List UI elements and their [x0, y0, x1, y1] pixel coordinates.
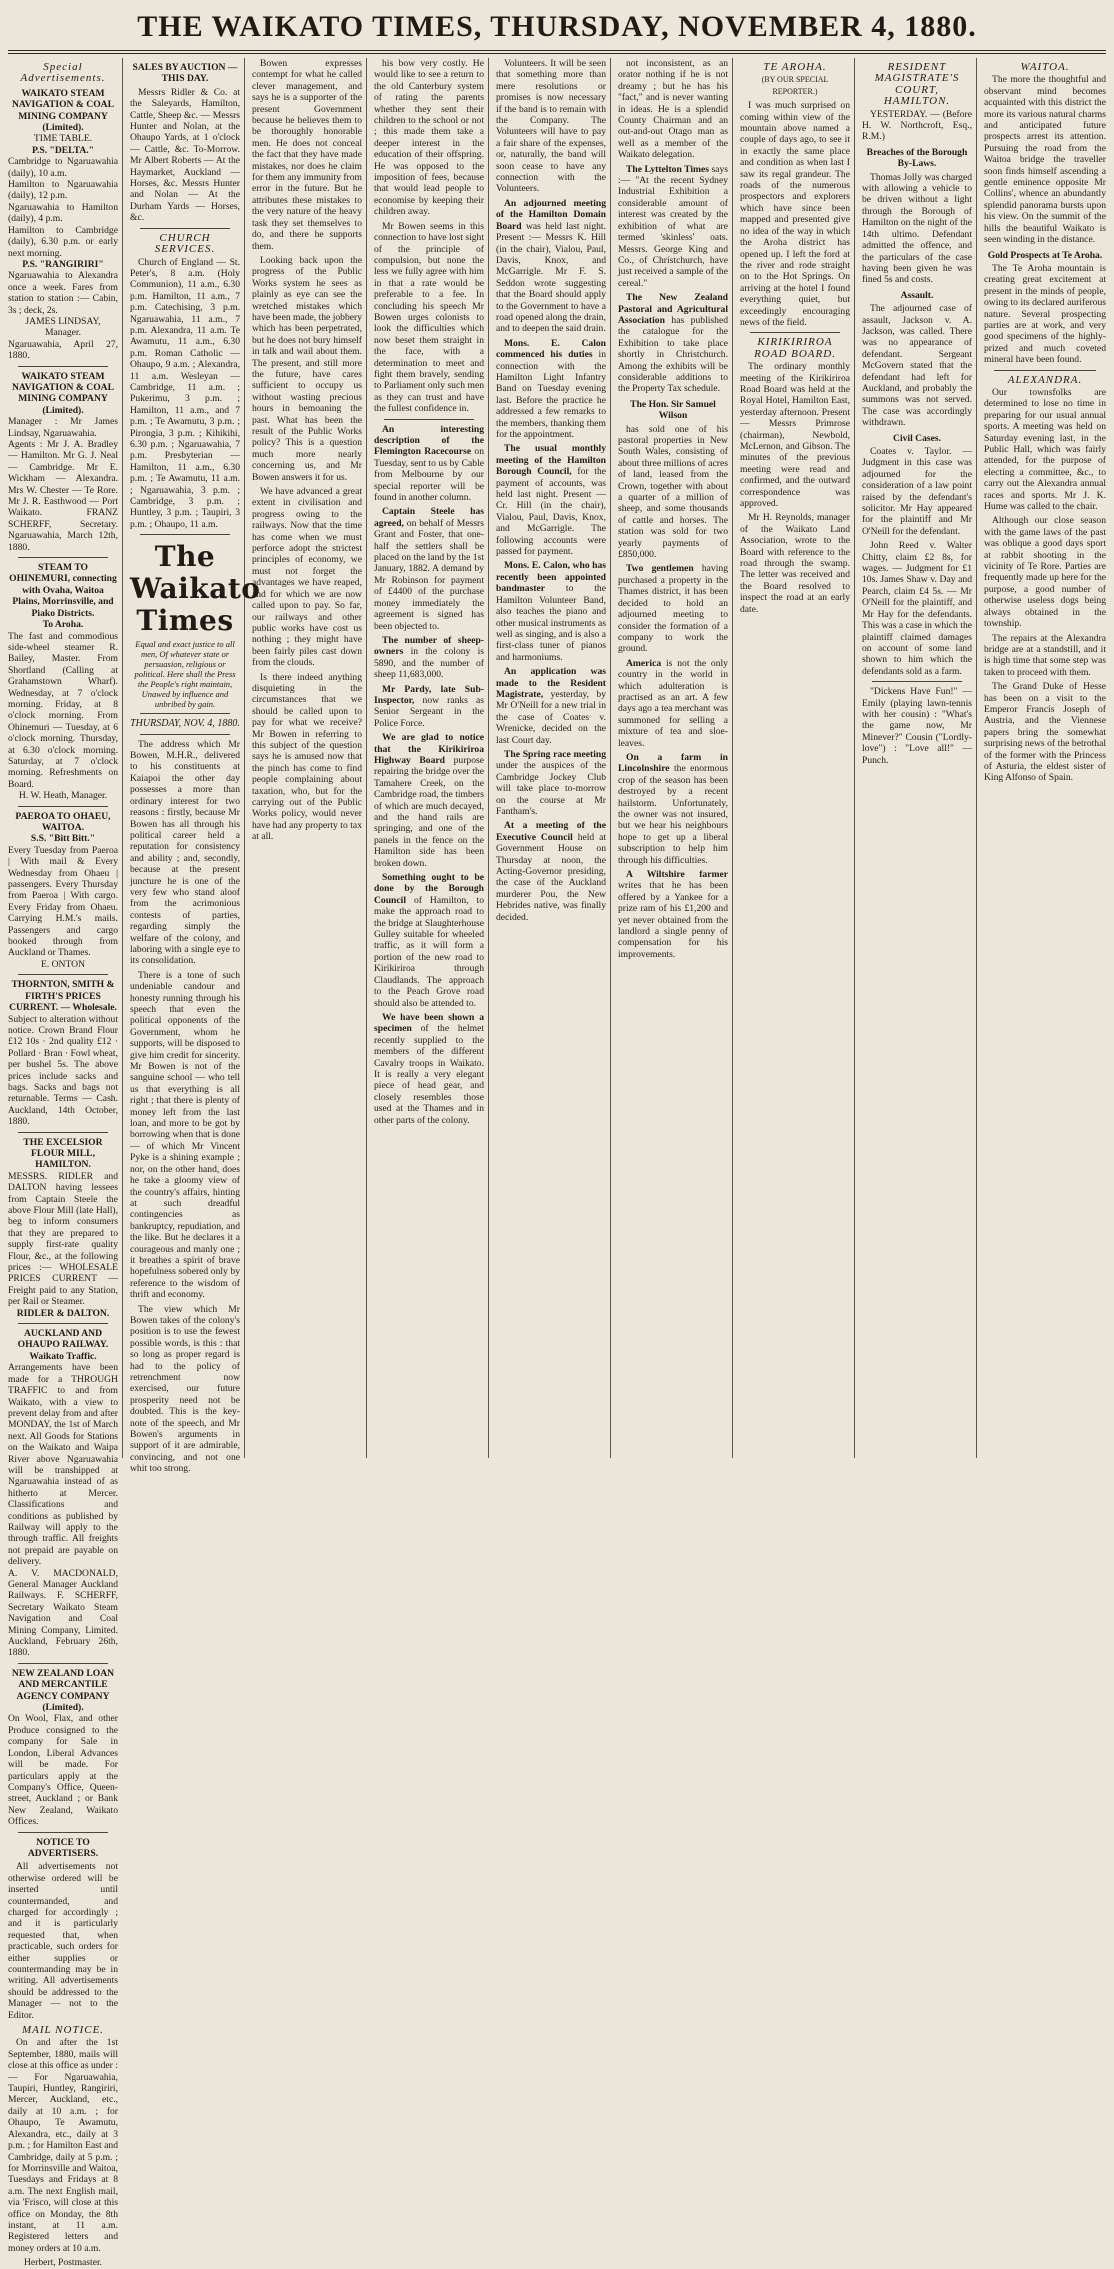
- column-2: [130, 58, 261, 1475]
- divider: [18, 1663, 108, 1664]
- ad-title: STEAM TO OHINEMURI, connecting with Ovaha, Waitoa Plains, Morrinsville, and Piako Districts.: [9, 562, 117, 619]
- mail-signature: Herbert, Postmaster.: [23, 2257, 103, 2269]
- notice-heading: NOTICE TO ADVERTISERS.: [27, 1836, 99, 1859]
- column-divider: [732, 58, 733, 1458]
- column-6: [618, 58, 728, 1458]
- section-heading: WAITOA.: [1020, 61, 1070, 73]
- item-body: to the Hamilton Volunteer Band, also teaches the piano and other musical instruments as well as singing, and is also a first-class tuner of pianos and harmoniums.: [496, 583, 606, 663]
- item-body: the enormous crop of the season has been destroyed by a recent hailstorm. Unfortunately, the owner was not insured, but we hear his neighbours hope to get up a liberal subscription to help him through his difficulties.: [618, 763, 728, 866]
- ad-body: Ngaruawahia to Alexandra once a week. Fares from station to station :— Cabin, 3s ; deck, 2s.: [8, 270, 118, 316]
- item-body: under the auspices of the Cambridge Jockey Club will take place to-morrow on the course at Mr Fantham's.: [496, 760, 606, 817]
- article-paragraph: The Te Aroha mountain is creating great excitement at present in the minds of people, owing to its declared auriferous nature. Several prospecting parties are at work, and very good specimens of the highly-prized and much coveted mineral have been found.: [984, 262, 1106, 366]
- mail-body: On and after the 1st September, 1880, mails will close at this office as under :— For Ngaruawahia, Taupiri, Huntley, Rangiriri, Mercer, Auckland, etc., daily at 10 a.m. ; for Ohaupo, Te Awamutu, Alexandra, etc., daily at 3 p.m. ; for Hamilton East and Cambridge, daily at 5 p.m. ; for Morrinsville and Waitoa, Tuesdays and Fridays at 8 a.m. The next English mail, via 'Frisco, will close at this office on Monday, the 8th instant, at 11 a.m. Registered letters and money orders at 10 a.m.: [8, 2037, 118, 2254]
- article-paragraph: There is a tone of such undeniable candour and honesty running through his speech that even the political opponents of the Government, whom he supports, will be disposed to give him credit for sincerity. Mr Bowen is not of the sanguine school — who tell us that everything is all right ; that there is plenty of money left from the last loan, and more to be got by borrowing when that is done — of which Mr Vincent Pyke is a shining example ; nor, on the other hand, does he take a gloomy view of the country's affairs, hinting at such dreadful contingencies as bankruptcy, repudiation, and the like. But he declares it a courageous and manly one ; it breathes a spirit of brave hopefulness sobered only by reference to the wisdom of thrift and economy.: [130, 969, 240, 1301]
- divider: [18, 1132, 108, 1133]
- article-paragraph: Church of England — St. Peter's, 8 a.m. (Holy Communion), 11 a.m., 6.30 p.m. Hamilton, 11 a.m., 7 p.m. Catechising, 3 p.m. Ngaruawahia, 11 a.m., 7 p.m. Alexandra, 11 a.m. Te Awamutu, 11 a.m., 6.30 p.m. Roman Catholic — Ohaupo, 9 a.m. ; Alexandra, 11 a.m. Wesleyan — Cambridge, 11 a.m. ; Pukerimu, 3 p.m. ; Hamilton, 11 a.m., and 7 p.m. ; Te Awamutu, 3 p.m. ; Pirongia, 3 p.m. ; Kihikihi, 6.30 p.m. ; Ngaruawahia, 7 p.m. Presbyterian — Hamilton, 11 a.m., 6.30 p.m. ; Te Awamutu, 11 a.m. ; Ngaruawahia, 3 p.m. ; Cambridge, 3 p.m. ; Huntley, 3 p.m. ; Taupiri, 3 p.m. ; Ohaupo, 11 a.m.: [130, 256, 240, 530]
- section-heading: TE AROHA.: [763, 61, 827, 73]
- item-body: in connection with the Hamilton Light Infantry Band on Tuesday evening last. Before the practice he addressed a few remarks to the members, thanking them for the appointment.: [496, 349, 606, 440]
- timetable-line: Cambridge to Ngaruawahia (daily), 10 a.m.: [8, 156, 118, 179]
- item-lead: America: [626, 657, 662, 669]
- ad-body: Arrangements have been made for a THROUGH TRAFFIC to and from Waikato, with a view to prevent delay from and after MONDAY, the 1st of March next. All Goods for Stations on the Waikato and Waipa River above Ngaruawahia will be transhipped at Ngaruawahia instead of as hitherto at Mercer. Classifications and conditions as published by Railway will apply to the through traffic. All freights not prepaid are payable on delivery.: [8, 1362, 118, 1568]
- advertisement: [8, 811, 118, 971]
- article-paragraph: Looking back upon the progress of the Public Works system he sees as plainly as eye can see the wretched mistakes which have been made, the jobbery which has been perpetrated, but he does not bury himself in talk and wail about them. The present, and still more the future, have cares sufficient to occupy us without wasting precious hours in bemoaning the past. What has been the result of the Public Works policy? This is a question much more nearly concerning us, and Mr Bowen answers it for us.: [252, 254, 363, 483]
- item-body: is not the only country in the world in which adulteration is practised as an art. A few days ago a tea merchant was summoned for selling a mixture of tea and sloe-leaves.: [618, 657, 728, 749]
- masthead-rule-2: [8, 53, 1106, 54]
- item-lead: An interesting description of the Flemington Racecourse: [374, 423, 484, 458]
- timetable-line: Hamilton to Cambridge (daily), 6.30 p.m. or early next morning.: [8, 224, 118, 259]
- divider: [18, 974, 108, 975]
- subsection-heading: Gold Prospects at Te Aroha.: [987, 249, 1103, 261]
- item-body: has published the catalogue for the Exhibition to take place shortly in Christchurch. Among the exhibits will be considerable additions to the Property Tax schedule.: [618, 314, 728, 395]
- column-divider: [122, 58, 123, 1458]
- column-4: [374, 58, 484, 1458]
- ad-signature: H. W. Heath, Manager.: [18, 790, 108, 802]
- article-paragraph: The repairs at the Alexandra bridge are at a standstill, and it is high time that some step was taken to proceed with them.: [984, 632, 1106, 678]
- article-paragraph: Messrs Ridler & Co. at the Saleyards, Hamilton, Cattle, Sheep &c. — Messrs Hunter and Nolan, at the Ohaupo Yards, at 1 o'clock — Cattle, &c. To-Morrow. Mr Albert Roberts — At the Haymarket, Auckland — Horses, &c. Messrs Hunter and Nolan — At the Durham Yards — Horses, &c.: [130, 86, 240, 224]
- article-paragraph: The address which Mr Bowen, M.H.R., delivered to his constituents at Kaiapoi the other day possesses a more than ordinary interest for two reasons : firstly, because Mr Bowen has all through his political career held a reputation for consistency and ability ; and, secondly, because at the present juncture he is one of the very few who stand aloof from the acrimonious contests of parties, regarding simply the welfare of the colony, and laboring with a single eye to its consolidation.: [130, 738, 240, 967]
- item-body: for the payment of accounts, was held last night. Present — Cr. Hill (in the chair), Vialou, Paul, Davis, Knox, and McGarrigle. The following accounts were passed for payment.: [496, 466, 606, 558]
- item-lead: An application was made to the Resident Magistrate,: [496, 666, 606, 700]
- item-lead: An adjourned meeting of the Hamilton Domain Board: [496, 197, 606, 232]
- notice-body: All advertisements not otherwise ordered will be inserted until countermanded, and charged for accordingly ; and it is particularly requested that, when practicable, such orders for either supplies or countermanding may be in writing. All advertisements should be addressed to the Manager — not to the Editor.: [8, 1861, 118, 2021]
- divider: [18, 1323, 108, 1324]
- section-heading: SALES BY AUCTION — THIS DAY.: [132, 62, 238, 85]
- subsection-heading: Breaches of the Borough By-Laws.: [866, 146, 968, 170]
- divider: [18, 1832, 108, 1833]
- section-heading: Special Advertisements.: [20, 61, 106, 85]
- item-lead: The New Zealand Pastoral and Agricultural Association: [618, 292, 728, 326]
- ad-title: WAIKATO STEAM NAVIGATION & COAL MINING COMPANY (Limited).: [12, 370, 114, 416]
- newspaper-nameplate: The Waikato Times: [130, 540, 261, 638]
- item-lead: Mr Pardy, late Sub-Inspector,: [374, 683, 484, 706]
- newspaper-motto: Equal and exact justice to all men, Of whatever state or persuasion, religious or political. Here shall the Press the People's right maintain, Unawed by influence and unbribed by gain.: [134, 639, 236, 710]
- ad-signature: RIDLER & DALTON.: [16, 1307, 110, 1319]
- article-paragraph: has sold one of his pastoral properties in New South Wales, consisting of about three millions of acres of land, leased from the Crown, together with about a quarter of a million of sheep, and some thousands of cattle and horses. The station was sold for two yearly payments of £850,000.: [618, 423, 728, 561]
- item-body: was held last night. Present :— Messrs K. Hill (in the chair), Vialou, Paul, Davis, Knox, and McGarrigle. Mr F. S. Seddon wrote suggesting that the Board should apply to the Government to have a road opened along the drain, and to deepen the said drain.: [496, 220, 607, 335]
- ad-title: THE EXCELSIOR FLOUR MILL, HAMILTON.: [23, 1136, 103, 1171]
- item-lead: The usual monthly meeting of the Hamilton Borough Council,: [496, 443, 606, 478]
- advertisement: [8, 1328, 118, 1659]
- ad-place: Ngaruawahia, April 27, 1880.: [8, 338, 118, 362]
- divider: [140, 228, 230, 229]
- column-divider: [976, 58, 977, 1458]
- ad-body: The fast and commodious side-wheel steamer R. Bailey, Master. From Shortland (Calling at Grahamstown Wharf). Wednesday, at 7 o'clock morning. Friday, at 8 o'clock morning. From Ohinemuri — Tuesday, at 6 o'clock morning. Thursday, at 6.30 o'clock morning. Saturday, at 7 o'clock morning. Refreshments on Board.: [8, 630, 118, 790]
- ad-body: Every Tuesday from Paeroa | With mail & Every Wednesday from Ohaeu | passengers. Every Thursday from Paeroa | With cargo. Every Friday from Ohaeu. Carrying H.M.'s mails. Passengers and cargo booked through from Auckland or Thames.: [8, 844, 118, 959]
- column-9: [984, 58, 1106, 1458]
- article-paragraph: The Grand Duke of Hesse has been on a visit to the Emperor Francis Joseph of Austria, and the Viennese papers bring the somewhat surprising news of the betrothal of the former with the Princess of Asturia, the eldest sister of King Alfonso of Spain.: [984, 681, 1106, 784]
- divider: [140, 734, 230, 735]
- ad-title: WAIKATO STEAM NAVIGATION & COAL MINING COMPANY (Limited).: [12, 87, 114, 134]
- item-body: on Tuesday, sent to us by Cable from Melbourne by our special reporter will be found in another column.: [374, 446, 484, 504]
- item-lead: Something ought to be done by the Borough Council: [374, 872, 484, 906]
- dateline: THURSDAY, NOV. 4, 1880.: [130, 718, 240, 730]
- article-paragraph: Although our close season with the game laws of the past was oblique a good days sport at rabbit shooting in the vicinity of Te Rore. Parties are frequently made up here for the purpose, a good number of otherwise useless dogs being always obtained in the township.: [984, 515, 1106, 630]
- ad-body: Subject to alteration without notice. Crown Brand Flour £12 10s · 2nd quality £12 · Pollard · Bran · Fowl wheat, per bushel 5s. The above prices include sacks and bags. Sacks and bags not returnable. Terms — Cash. Auckland, 14th October, 1880.: [8, 1013, 118, 1128]
- article-paragraph: "Dickens Have Fun!" — Emily (playing lawn-tennis with her cousin) : "What's the game now, Mr Minever?" Cousin ("Lordly-love") : "Love all!" — Punch.: [862, 686, 972, 766]
- divider: [384, 419, 474, 420]
- item-lead: The number of sheep-owners: [374, 634, 484, 658]
- subsection-heading: Civil Cases.: [893, 432, 941, 444]
- item-lead: The Lyttelton Times: [626, 163, 709, 175]
- section-heading: ALEXANDRA.: [1007, 373, 1083, 386]
- item-lead: Mons. E. Calon commenced his duties: [496, 337, 606, 361]
- ad-title: NEW ZEALAND LOAN AND MERCANTILE AGENCY COMPANY (Limited).: [11, 1667, 115, 1714]
- item-body: of the helmet recently supplied to the members of the different Cavalry troops in Waikato. It is really a very elegant piece of head gear, and closely resembles those used at the Thames and in other parts of the colony.: [374, 1023, 484, 1126]
- article-paragraph: Is there indeed anything disquieting in the circumstances that we should be called upon to pay for what we receive? Mr Bowen in referring to this subject of the question says he is amused now that the pinch has come to find people complaining about taxation, who, but for the carrying out of the Public Works policy, would never have had any property to tax at all.: [252, 671, 362, 843]
- article-paragraph: Coates v. Taylor. — Judgment in this case was adjourned for the consideration of a law point raised by the defendant's solicitor. Mr Hay appeared for the plaintiff and Mr O'Neill for the defendant.: [862, 446, 972, 537]
- timetable-line: Hamilton to Ngaruawahia (daily), 12 p.m.: [8, 179, 118, 202]
- divider: [750, 332, 840, 333]
- item-body: yesterday, by Mr O'Neill for a new trial in the case of Coates v. Wrenicke, decided on the last Court day.: [496, 688, 606, 746]
- ad-body: On Wool, Flax, and other Produce consigned to the company for Sale in London, Liberal Advances will be made. For particulars apply at the Company's Office, Queen-street, Auckland ; or Bank New Zealand, Waikato Offices.: [8, 1713, 118, 1828]
- article-paragraph: The adjourned case of assault, Jackson v. A. Jackson, was called. There was no appearance of defendant. Sergeant McGovern stated that the defendant had left for Auckland, and probably the summons was not served. The case was accordingly withdrawn.: [862, 303, 972, 429]
- ad-signature: E. ONTON: [40, 958, 86, 970]
- column-1: [8, 58, 118, 2269]
- article-paragraph: The view which Mr Bowen takes of the colony's position is to use the fewest possible words, is this : that so long as proper regard is had to the policy of retrenchment now exercised, our future prosperity need not be doubted. This is the key-note of the speech, and Mr Bowen's arguments in support of it are admirable, convincing, and not one whit too strong.: [130, 1303, 240, 1475]
- ad-body: MESSRS. RIDLER and DALTON having lessees from Captain Steele the above Flour Mill (late Hall), beg to inform consumers that they are prepared to supply first-rate quality Flour, &c., at the following prices :— WHOLESALE PRICES CURRENT — Freight paid to any Station, per Rail or Steamer.: [8, 1170, 118, 1308]
- divider: [994, 370, 1096, 371]
- ad-body: Agents : Mr J. A. Bradley — Hamilton. Mr G. J. Neal — Cambridge. Mr E. Wickham — Alexandra. Mrs W. Chester — Te Rore. Mr J. R. Easthwood — Port Waikato. FRANZ SCHERFF, Secretary. Ngaruawahia, March 12th, 1880.: [8, 439, 118, 553]
- timetable-line: Ngaruawahia to Hamilton (daily), 4 p.m.: [8, 201, 118, 225]
- advertisement: [8, 979, 118, 1127]
- section-heading: The Hon. Sir Samuel Wilson: [630, 398, 716, 422]
- ad-signature: JAMES LINDSAY, Manager.: [25, 315, 101, 339]
- item-lead: Two gentlemen: [626, 563, 694, 575]
- advertisement: [8, 1137, 118, 1320]
- column-3: [252, 58, 362, 1458]
- section-heading: RESIDENT MAGISTRATE'S COURT, HAMILTON.: [874, 61, 960, 108]
- subsection-heading: Assault.: [900, 289, 934, 301]
- divider: [140, 534, 230, 535]
- item-lead: We have been shown a specimen: [374, 1011, 484, 1035]
- ad-title: PAEROA TO OHAEU, WAITOA.: [15, 810, 111, 833]
- section-heading: CHURCH SERVICES.: [154, 231, 216, 256]
- ad-signature: A. V. MACDONALD, General Manager Auckland Railways. F. SCHERFF, Secretary Waikato Steam Navigation and Coal Mining Company, Limited. Auckland, February 26th, 1880.: [8, 1567, 118, 1659]
- ad-body: Manager : Mr James Lindsay, Ngaruawahia.: [8, 416, 118, 439]
- item-body: writes that he has been offered by a Yankee for a prize ram of his £1,200 and yet never obtained from the landlord a single penny of compensation for his improvements.: [618, 880, 728, 960]
- advertisement: [8, 371, 118, 554]
- vessel-name: P.S. "DELTA.": [31, 144, 95, 156]
- section-heading: KIRIKIRIROA ROAD BOARD.: [754, 336, 836, 360]
- item-body: purpose repairing the bridge over the Tamahere Creek, on the Cambridge road, the timbers of which are much decayed, and the hand rails are springing, and one of the panels in the fence on the Hamilton side has been broken down.: [374, 754, 484, 869]
- vessel-name: To Aroha.: [42, 619, 84, 631]
- item-body: of Hamilton, to make the approach road to the bridge at Slaughterhouse Gulley suitable for wheeled traffic, as it will form a portion of the new road to Kirikiriroa through Claudlands. The approach to the Peach Grove road should also be attended to.: [374, 894, 484, 1009]
- court-date: YESTERDAY. — (Before H. W. Northcroft, Esq., R.M.): [862, 108, 972, 143]
- divider: [872, 681, 962, 682]
- advertisement: [8, 562, 118, 802]
- item-body: on behalf of Messrs Grant and Foster, that one-half the settlers shall be placed on the land by the 1st January, 1882. A demand by Mr Robinson for payment of £4400 of the purchase money immediately the agreement is signed has been objected to.: [374, 517, 484, 632]
- article-paragraph: The ordinary monthly meeting of the Kirikiriroa Road Board was held at the Royal Hotel, Hamilton East, yesterday afternoon. Present — Messrs Primrose (chairman), Newbold, McLernon, and Gibson. The minutes of the previous meeting were read and confirmed, and the outward correspondence was approved.: [740, 361, 850, 510]
- masthead: THE WAIKATO TIMES, THURSDAY, NOVEMBER 4, 1880.: [137, 10, 977, 43]
- vessel-name: P.S. "RANGIRIRI": [22, 258, 104, 270]
- item-body: having purchased a property in the Thames district, it has been decided to hold an adjourned meeting to consider the formation of a company to work the ground.: [618, 563, 728, 655]
- item-body: says :— "At the recent Sydney Industrial Exhibition a considerable amount of interest was created by the exhibition of what are termed 'skinless' oats. Messrs. George King and Co., of Christchurch, have just received a sample of the cereal.": [618, 163, 728, 289]
- article-paragraph: The more the thoughtful and observant mind becomes acquainted with this district the more its various natural charms and anticipated future prospects arrest its attention. Pursuing the road from the Waitoa bridge the traveller soon finds himself ascending a gentle eminence opposite Mr Collins', whence an abundantly splendid panorama bursts upon his view. On the summit of the hills the beautiful Waikato is seen winding in the distance.: [984, 74, 1106, 246]
- item-lead: Mons. E. Calon, who has recently been appointed bandmaster: [496, 560, 606, 595]
- article-paragraph: his bow very costly. He would like to see a return to the old Canterbury system of rating the parents whether they sent their children to the school or not ; this made them take a deeper interest in the education of their offspring. He was opposed to the imposition of fees, because that would lead people to economise by keeping their children away.: [374, 58, 484, 218]
- item-lead: We are glad to notice that the Kirikiriroa Highway Board: [374, 732, 484, 766]
- item-lead: The Spring race meeting: [504, 748, 606, 760]
- divider: [18, 366, 108, 367]
- item-lead: A Wiltshire farmer: [626, 869, 728, 881]
- article-paragraph: I was much surprised on coming within view of the mountain above named a couple of days ago, to see it in exactly the same place and condition as when last I saw its regal grandeur. The roads of the numerous prospectors and explorers which have since been mapped and presented give no idea of the way in which the Aroha district has opened up. I left the ford at the river and rode straight on to the Hot Springs. On arriving at the hotel I found everything quiet, but exceedingly encouraging news of the field.: [740, 100, 850, 328]
- advertisement: [8, 88, 118, 362]
- mail-heading: MAIL NOTICE.: [21, 2024, 105, 2037]
- article-paragraph: Mr Bowen seems in this connection to have lost sight of the principle of compulsion, but none the less we fully agree with him in that a rate would be preferable to a fee. In concluding his speech Mr Bowen urges colonists to look the difficulties which now beset them straight in the face, with a determination to meet and fight them bravely, sending to Parliament only such men as they can trust and have the fullest confidence in.: [374, 220, 484, 415]
- ad-subtitle: TIME TABLE.: [33, 133, 93, 145]
- column-divider: [488, 58, 489, 1458]
- ad-title: AUCKLAND AND OHAUPO RAILWAY.: [17, 1328, 109, 1351]
- vessel-name: S.S. "Bitt Bitt.": [30, 833, 96, 845]
- item-body: in the colony is 5890, and the number of sheep 11,683,000.: [374, 646, 484, 681]
- article-paragraph: We have advanced a great extent in civilisation and progress owing to the railways. Now that the time has come when we must perforce adopt the strictest principles of economy, we must not forget the advantages we have reaped, and for which we are now called upon to pay. So far, our railways and other public works have cost us nothing ; they might have been fairly piles cast down from the clouds.: [252, 486, 362, 669]
- divider: [18, 806, 108, 807]
- article-paragraph: not inconsistent, as an orator nothing if he is not dreamy ; but he has his "fact," and is never wanting in ideas. He is a splendid County Chairman and an out-and-out Otago man as well as a member of the Waikato delegation.: [618, 58, 728, 161]
- article-paragraph: Bowen expresses contempt for what he called clever management, and says he is a supporter of the present Government because he believes them to be thoroughly honorable men. He does not conceal the fact that they have made mistakes, nor does he claim for them any immunity from error in the future. But he attributes these mistakes to the very nature of the heavy task they set themselves to do, and there he supports them.: [252, 58, 362, 252]
- column-5: [496, 58, 606, 1458]
- article-paragraph: Volunteers. It will be seen that something more than mere resolutions or promises is now necessary if the band is to remain with the Company. The Volunteers will have to pay a fair share of the expenses, or, naturally, the band will soon cease to have any connection with the Volunteers.: [496, 58, 606, 195]
- item-body: held at Government House on Thursday at noon, the Acting-Governor presiding, the case of the Auckland murderer Pou, the New Hebrides native, was finally decided.: [496, 831, 606, 923]
- item-body: now ranks as Senior Sergeant in the Police Force.: [374, 694, 484, 729]
- column-8: [862, 58, 972, 1458]
- article-paragraph: John Reed v. Walter Chitty, claim £2 8s, for wages. — Judgment for £1 10s. James Shaw v. Day and Pearch, claim £4 5s. — Mr O'Neill for the plaintiff, and Mr Hay for the defendants. This was a case in which the plaintiff claimed damages on account of some land shown to him which the defendants sold as a farm.: [862, 540, 972, 677]
- section-byline: (BY OUR SPECIAL REPORTER.): [761, 75, 829, 96]
- ad-subtitle: Waikato Traffic.: [29, 1350, 97, 1362]
- article-paragraph: Our townsfolks are determined to lose no time in preparing for our usual annual sports. A meeting was held on Saturday evening last, in the Public Hall, which was fairly attended, for the purpose of electing a committee, &c., to carry out the Alexandra annual races and sports. Mr J. K. Hume was called to the chair.: [984, 386, 1106, 513]
- divider: [140, 713, 230, 714]
- item-lead: On a farm in Lincolnshire: [618, 751, 728, 775]
- column-divider: [610, 58, 611, 1458]
- article-paragraph: Thomas Jolly was charged with allowing a vehicle to be driven without a light through the Borough of Hamilton on the night of the 14th ultimo. Defendant admitted the offence, and the particulars of the case having been given he was fined 5s and costs.: [862, 171, 972, 286]
- ad-title: THORNTON, SMITH & FIRTH'S PRICES CURRENT. — Wholesale.: [9, 979, 117, 1014]
- column-7: [740, 58, 850, 1458]
- article-paragraph: Mr H. Reynolds, manager of the Waikato Land Association, wrote to the Board with reference to the road through the swamp. The letter was received and the Board resolved to inspect the road at an early date.: [740, 512, 850, 615]
- column-divider: [244, 58, 245, 1458]
- divider: [18, 557, 108, 558]
- item-lead: Captain Steele has agreed,: [374, 506, 484, 529]
- masthead-rule: [8, 50, 1106, 51]
- column-divider: [854, 58, 855, 1458]
- column-divider: [366, 58, 367, 1458]
- item-lead: At a meeting of the Executive Council: [496, 820, 606, 843]
- advertisement: [8, 1668, 118, 1828]
